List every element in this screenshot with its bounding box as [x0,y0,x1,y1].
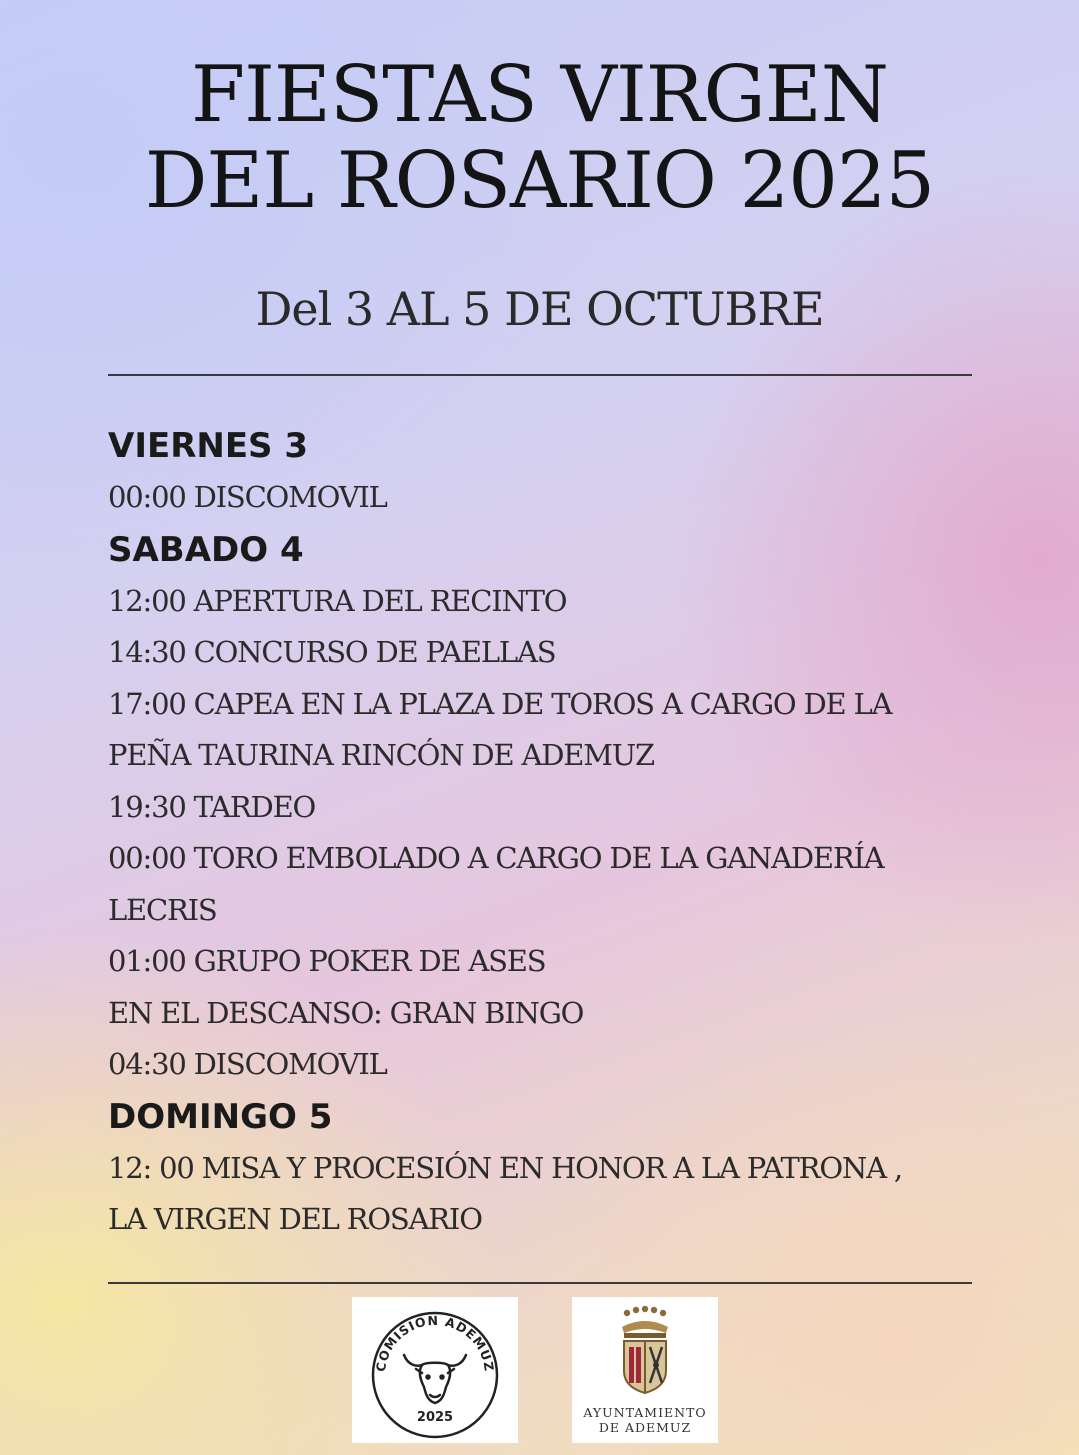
event-item: 17:00 CAPEA EN LA PLAZA DE TOROS A CARGO DE LA [108,686,892,721]
event-item: LA VIRGEN DEL ROSARIO [108,1202,482,1236]
event-item: 12:00 APERTURA DEL RECINTO [108,583,567,618]
event-dates: Del 3 AL 5 DE OCTUBRE [255,282,824,336]
ayuntamiento-line-1: AYUNTAMIENTO [583,1405,707,1420]
ayuntamiento-ademuz-logo [572,1297,718,1443]
poster-title [0,52,1079,224]
ayuntamiento-line-2: DE ADEMUZ [598,1420,692,1435]
bull-head-icon [404,1355,466,1403]
bottom-divider [108,1282,972,1284]
day-heading-domingo: DOMINGO 5 [108,1096,333,1137]
event-item: PEÑA TAURINA RINCÓN DE ADEMUZ [108,738,654,772]
event-item: 01:00 GRUPO POKER DE ASES [108,944,546,978]
coat-of-arms-icon [622,1306,668,1393]
event-item: 00:00 TORO EMBOLADO A CARGO DE LA GANADERÍA [108,841,884,875]
event-item: 04:30 DISCOMOVIL [108,1047,387,1081]
comision-logo-text: COMISION ADEMUZ [372,1312,498,1373]
event-item: LECRIS [108,892,217,927]
day-heading-viernes: VIERNES 3 [108,426,309,466]
comision-logo-year: 2025 [416,1410,454,1425]
event-item: 12: 00 MISA Y PROCESIÓN EN HONOR A LA PATRONA , [108,1150,902,1185]
event-item: 14:30 CONCURSO DE PAELLAS [108,635,556,669]
event-item: 00:00 DISCOMOVIL [108,480,387,514]
title-line-1: FIESTAS VIRGEN [191,50,888,140]
day-heading-sabado: SABADO 4 [108,529,304,570]
event-item: 19:30 TARDEO [108,789,316,824]
comision-ademuz-logo [352,1297,518,1443]
event-item: EN EL DESCANSO: GRAN BINGO [108,995,584,1030]
title-line-2: DEL ROSARIO 2025 [144,136,935,226]
schedule [108,420,988,1246]
top-divider [108,374,972,376]
